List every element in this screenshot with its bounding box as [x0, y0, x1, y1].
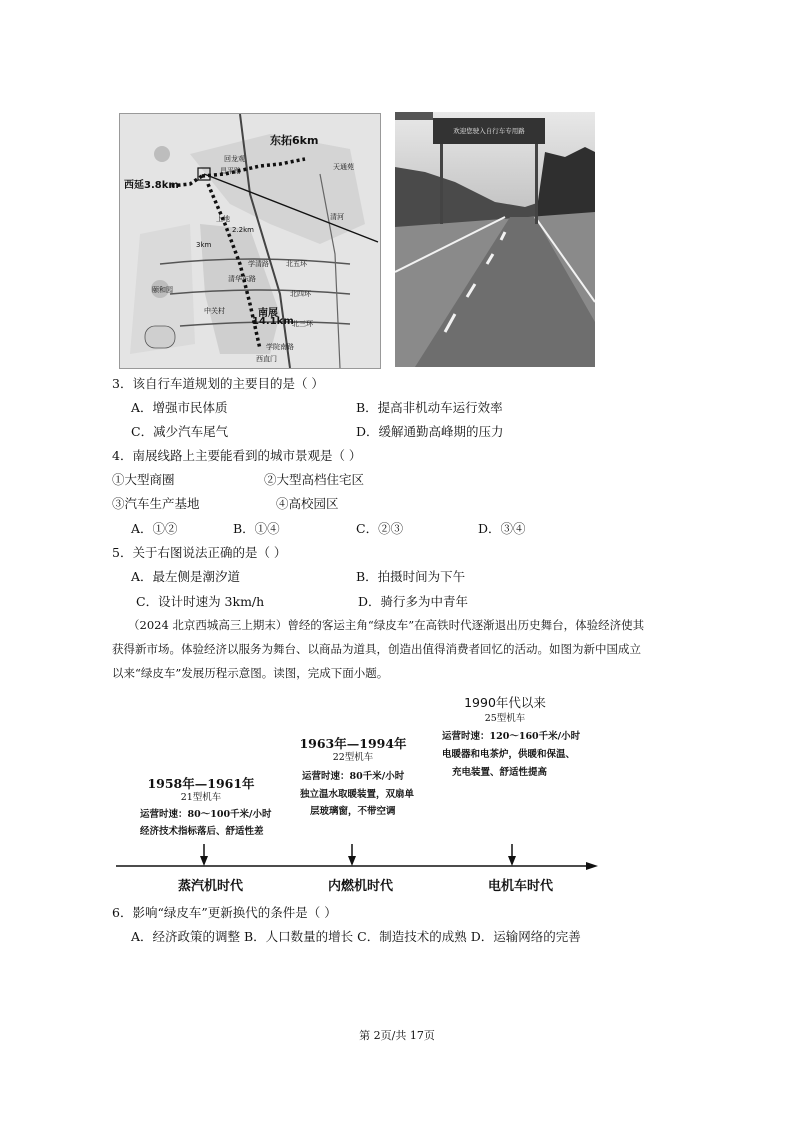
label-beisanhuan: 北三环 [292, 320, 313, 328]
q3-option-d[interactable]: D．缓解通勤高峰期的压力 [356, 424, 504, 439]
period2-line2: 独立温水取暖装置，双扇单 [300, 789, 415, 800]
q4-option-d[interactable]: D．③④ [478, 521, 526, 536]
label-tiantongyuan: 天通苑 [333, 163, 354, 171]
green-train-timeline [112, 690, 602, 895]
passage-line-2: 获得新市场。体验经济以服务为舞台、以商品为道具，创造出值得消费者回忆的活动。如图为新中国成立 [112, 642, 641, 656]
q6-stem: 6．影响“绿皮车”更新换代的条件是（ ） [112, 905, 337, 920]
q4-option-b[interactable]: B．①④ [233, 521, 280, 536]
period2-model: 22型机车 [332, 752, 374, 763]
label-22km: 2.2km [232, 226, 255, 234]
period2-line3: 层玻璃窗，不带空调 [310, 806, 396, 817]
map-drawing [120, 114, 380, 368]
q4-item-4: ④高校园区 [276, 496, 339, 511]
q4-item-2: ②大型高档住宅区 [264, 472, 365, 487]
period3-title: 1990年代以来 [464, 695, 546, 710]
period2-line1: 运营时速：80千米/小时 [302, 771, 405, 782]
label-qinghua: 清华东路 [228, 275, 256, 283]
label-xueqing: 学清路 [248, 260, 269, 268]
period3-line2: 电暖器和电茶炉，供暖和保温、 [442, 749, 576, 760]
q5-option-c[interactable]: C．设计时速为 3km/h [136, 594, 265, 609]
period3-line3: 充电装置、舒适性提高 [452, 767, 548, 778]
period3-model: 25型机车 [484, 713, 526, 724]
label-shangdi: 上地 [216, 215, 230, 223]
period1-line1: 运营时速：80～100千米/小时 [140, 809, 272, 820]
era-steam: 蒸汽机时代 [178, 879, 244, 894]
label-beisihuan: 北四环 [290, 290, 311, 298]
label-changping: 昌平路 [220, 167, 241, 175]
q6-options[interactable]: A．经济政策的调整 B．人口数量的增长 C．制造技术的成熟 D．运输网络的完善 [131, 929, 581, 944]
label-huilongguan: 回龙观 [224, 155, 245, 163]
q5-option-a[interactable]: A．最左侧是潮汐道 [131, 569, 241, 584]
label-beiwuhuan: 北五环 [286, 260, 307, 268]
period1-title: 1958年—1961年 [147, 776, 255, 791]
period2-title: 1963年—1994年 [299, 736, 407, 751]
period1-model: 21型机车 [180, 792, 222, 803]
label-xizhimen: 西直门 [256, 355, 277, 363]
period1-line2: 经济技术指标落后、舒适性差 [140, 826, 264, 837]
photo-sign-text: 欢迎您驶入自行车专用路 [453, 127, 525, 135]
label-xueyuan: 学院南路 [266, 343, 294, 351]
timeline-axis [112, 690, 602, 895]
q5-option-d[interactable]: D．骑行多为中青年 [358, 594, 469, 609]
page-footer: 第 2页/共 17页 [359, 1029, 435, 1042]
q3-option-b[interactable]: B．提高非机动车运行效率 [356, 400, 503, 415]
photo-drawing [395, 112, 595, 367]
q4-item-3: ③汽车生产基地 [112, 496, 200, 511]
q3-option-a[interactable]: A．增强市民体质 [131, 400, 228, 415]
q4-option-a[interactable]: A．①② [131, 521, 178, 536]
label-east: 东拓6km [270, 134, 319, 147]
q3-option-c[interactable]: C．减少汽车尾气 [131, 424, 229, 439]
era-electric: 电机车时代 [488, 879, 554, 894]
label-south: 南展 [258, 308, 278, 319]
q5-option-b[interactable]: B．拍摄时间为下午 [356, 569, 466, 584]
label-3km: 3km [196, 241, 212, 249]
label-zhongguancun: 中关村 [204, 307, 225, 315]
route-map [119, 113, 381, 369]
label-yiheyuan: 颐和园 [152, 286, 173, 294]
q3-stem: 3．该自行车道规划的主要目的是（ ） [112, 376, 324, 391]
period3-line1: 运营时速：120～160千米/小时 [442, 731, 581, 742]
q4-option-c[interactable]: C．②③ [356, 521, 404, 536]
q5-stem: 5．关于右图说法正确的是（ ） [112, 545, 287, 560]
q4-stem: 4．南展线路上主要能看到的城市景观是（ ） [112, 448, 362, 463]
passage-line-3: 以来“绿皮车”发展历程示意图。读图，完成下面小题。 [112, 666, 389, 680]
bike-lane-photo [395, 112, 595, 367]
q4-item-1: ①大型商圈 [112, 472, 175, 487]
passage-line-1: （2024 北京西城高三上期末）曾经的客运主角“绿皮车”在高铁时代逐渐退出历史舞台，体验经济使其 [128, 618, 645, 632]
label-qinghe: 清河 [330, 213, 344, 221]
label-south-km: 14.1km [252, 316, 294, 327]
era-diesel: 内燃机时代 [328, 879, 394, 894]
label-west: 西延3.8km [124, 180, 179, 191]
